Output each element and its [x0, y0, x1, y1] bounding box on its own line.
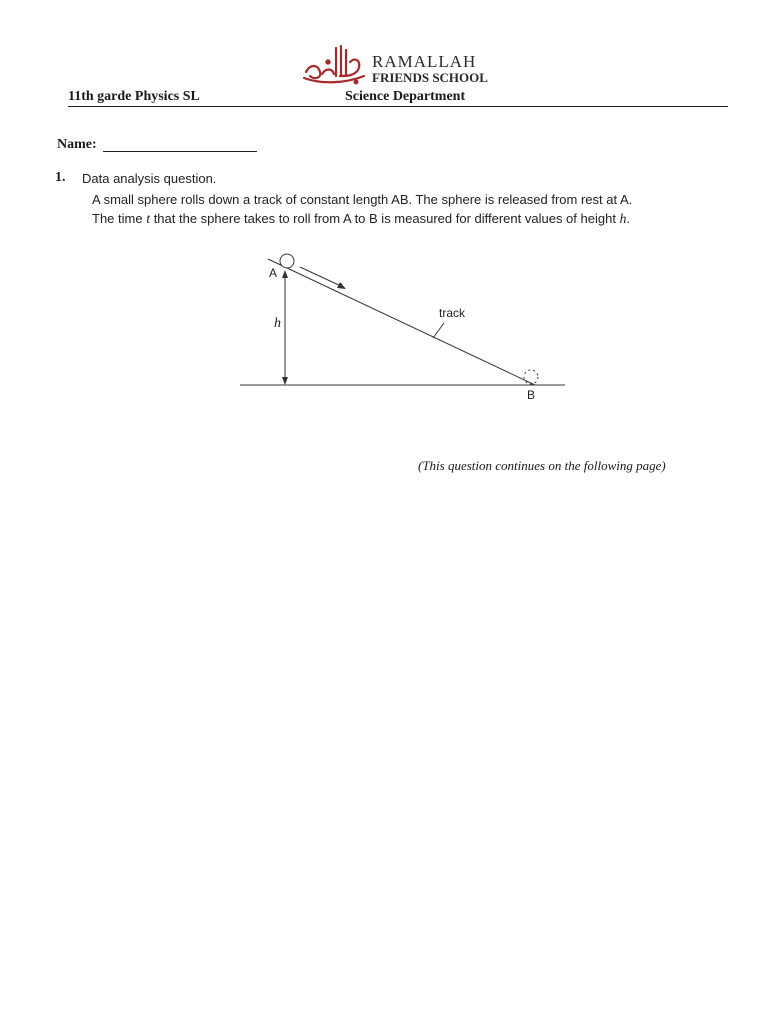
variable-h: h — [619, 212, 627, 227]
name-field-line[interactable] — [103, 151, 257, 152]
logo-text-friends-school: FRIENDS SCHOOL — [372, 70, 488, 85]
track-leader-line — [433, 323, 444, 338]
logo-text-ramallah: RAMALLAH — [372, 52, 477, 71]
question-text-part: The time — [92, 211, 147, 226]
sphere-at-b-icon — [524, 370, 538, 384]
question-number: 1. — [55, 170, 66, 185]
height-label: h — [274, 316, 281, 331]
track-label: track — [439, 306, 466, 320]
sphere-at-a-icon — [280, 254, 294, 268]
question-text-line1: A small sphere rolls down a track of constant length AB. The sphere is released from rest at A. — [92, 192, 633, 207]
department-title: Science Department — [345, 89, 466, 104]
height-arrow-down-icon — [282, 377, 288, 385]
question-text-line2 — [92, 211, 630, 228]
point-a-label: A — [269, 266, 278, 280]
continuation-note: (This question continues on the following page) — [418, 458, 666, 473]
question-text-part: that the sphere takes to roll from A to B is measured for different values of height — [150, 211, 620, 226]
track-line — [268, 259, 535, 385]
question-text-part: . — [626, 211, 631, 226]
diagram-drawing — [230, 245, 575, 410]
inclined-track-diagram — [230, 245, 575, 410]
question-intro: Data analysis question. — [82, 171, 217, 186]
header-rule — [68, 106, 728, 107]
motion-arrow-icon — [337, 282, 346, 289]
course-title: 11th garde Physics SL — [68, 89, 200, 104]
school-logo — [300, 42, 500, 88]
name-label: Name: — [57, 137, 97, 152]
variable-t: t — [146, 212, 151, 227]
point-b-label: B — [527, 388, 536, 402]
calligraphy-logo-icon — [300, 42, 370, 88]
height-arrow-up-icon — [282, 270, 288, 278]
